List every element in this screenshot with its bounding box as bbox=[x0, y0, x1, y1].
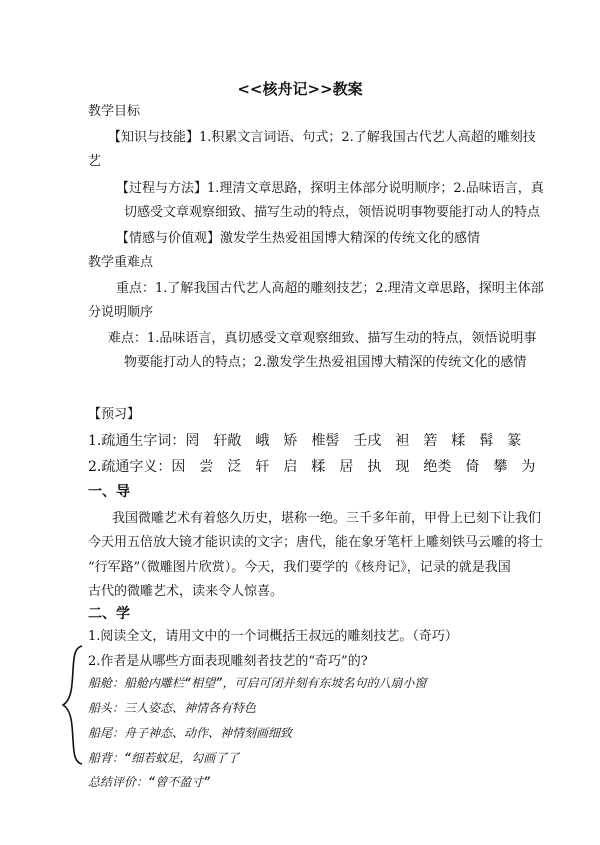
objective-process-line1: 【过程与方法】1.理清文章思路，探明主体部分说明顺序；2.品味语言，真 bbox=[116, 181, 544, 196]
learn-question2: 2.作者是从哪些方面表现雕刻者技艺的“奇巧”的? bbox=[88, 654, 368, 669]
learn-question1: 1.阅读全文，请用文中的一个词概括王叔远的雕刻技艺。（奇巧） bbox=[88, 629, 458, 644]
key-point-line1: 重点：1.了解我国古代艺人高超的雕刻技艺；2.理清文章思路，探明主体部 bbox=[116, 281, 544, 296]
difficult-point-line2: 物要能打动人的特点；2.激发学生热爱祖国博大精深的传统文化的感情 bbox=[124, 355, 527, 370]
objective-knowledge-line2: 艺 bbox=[88, 154, 102, 169]
objective-process-line2: 切感受文章观察细致、描写生动的特点，领悟说明事物要能打动人的特点 bbox=[124, 205, 541, 220]
note-bow: 船头：三人姿态、神情各有特色 bbox=[88, 701, 257, 715]
difficult-point-line1: 难点：1.品味语言，真切感受文章观察细致、描写生动的特点，领悟说明事 bbox=[108, 331, 537, 346]
objective-knowledge-line1: 【知识与技能】1.积累文言词语、句式；2.了解我国古代艺人高超的雕刻技 bbox=[108, 130, 536, 145]
key-points-heading: 教学重难点 bbox=[88, 255, 154, 270]
curly-brace-icon bbox=[62, 644, 84, 766]
key-point-line2: 分说明顺序 bbox=[88, 305, 154, 320]
preview-heading: 【预习】 bbox=[88, 407, 141, 422]
objectives-heading: 教学目标 bbox=[88, 104, 141, 119]
note-cabin: 船舱：船舱内雕栏“相望”，可启可闭并刻有东坡名句的八扇小窗 bbox=[88, 676, 427, 690]
preview-chars: 1.疏通生字词：罔 轩敞 峨 矫 椎髻 壬戌 袒 箬 糅 髯 篆 bbox=[88, 433, 522, 449]
note-summary: 总结评价：“曾不盈寸” bbox=[88, 775, 211, 789]
intro-paragraph-line3: “行军路”（微雕图片欣赏）。今天，我们要学的《核舟记》，记录的就是我国 bbox=[88, 560, 511, 575]
intro-paragraph-line1: 我国微雕艺术有着悠久历史，堪称一绝。三千多年前，甲骨上已刻下让我们 bbox=[112, 511, 542, 526]
intro-paragraph-line2: 今天用五倍放大镜才能识读的文字；唐代，能在象牙笔杆上雕刻铁马云雕的将士 bbox=[88, 535, 544, 550]
page-title: <<核舟记>>教案 bbox=[237, 80, 363, 98]
intro-paragraph-line4: 古代的微雕艺术，读来令人惊喜。 bbox=[88, 584, 284, 599]
objective-emotion: 【情感与价值观】激发学生热爱祖国博大精深的传统文化的感情 bbox=[116, 231, 481, 246]
section-intro-heading: 一、导 bbox=[88, 484, 130, 500]
note-stern: 船尾：舟子神态、动作、神情刻画细致 bbox=[88, 726, 293, 740]
note-back: 船背：“细若蚊足，勾画了了 bbox=[88, 751, 240, 765]
preview-words: 2.疏通字义：因 尝 泛 轩 启 糅 居 执 现 绝类 倚 攀 为 bbox=[88, 459, 536, 475]
section-learn-heading: 二、学 bbox=[88, 606, 130, 622]
